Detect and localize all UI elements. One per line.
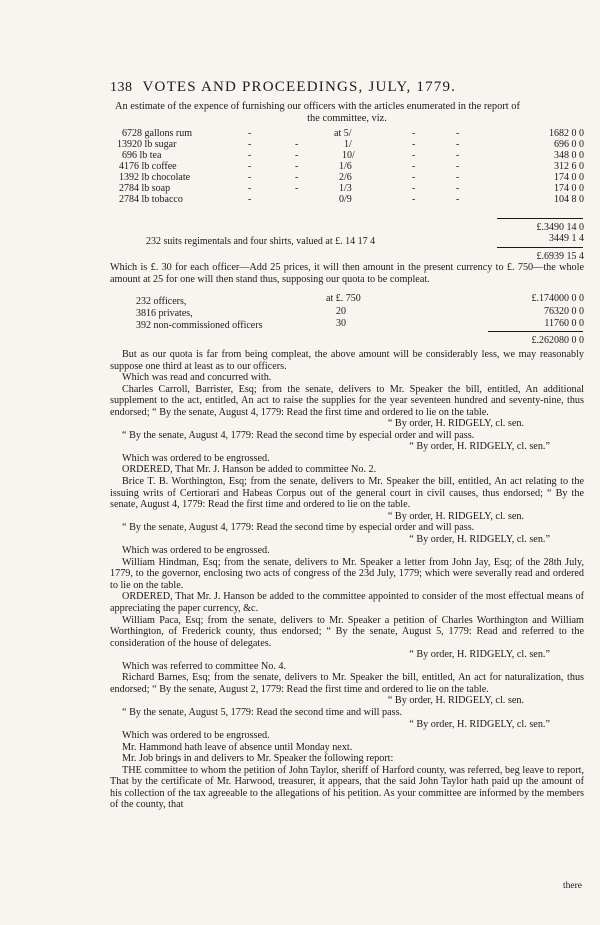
- catchword: there: [563, 881, 582, 891]
- item-amount: 312 6 0: [554, 161, 584, 172]
- dash: -: [456, 183, 460, 194]
- paragraph: “ By the senate, August 5, 1779: Read the second time and will pass.: [122, 706, 403, 718]
- item-qty: 6728 gallons rum: [122, 128, 192, 139]
- paragraph: Mr. Job brings in and delivers to Mr. Speaker the following report:: [122, 753, 394, 765]
- subtotal: £.3490 14 0: [536, 222, 584, 233]
- dash: -: [248, 139, 252, 150]
- item-amount: 104 8 0: [554, 194, 584, 205]
- paragraph: “ By order, H. RIDGELY, cl. sen.: [387, 418, 524, 430]
- paragraph: “ By order, H. RIDGELY, cl. sen.: [387, 695, 524, 707]
- dash: -: [412, 139, 416, 150]
- paragraph: “ By order, H. RIDGELY, cl. sen.”: [409, 533, 550, 545]
- paragraph: William Paca, Esq; from the senate, delivers to Mr. Speaker a petition of Charles Worthington and William Worthington, of Frederick county, thus endorsed; “ By the senate, August 5, 1779: Read and referred to the consideration of the house of delegates.: [110, 614, 584, 649]
- rule: [497, 218, 583, 219]
- dash: -: [295, 161, 299, 172]
- rule: [488, 331, 583, 332]
- item-qty: 13920 lb sugar: [117, 139, 177, 150]
- page-header: [110, 78, 580, 96]
- paragraph: Mr. Hammond hath leave of absence until Monday next.: [122, 741, 353, 753]
- paragraph: “ By the senate, August 4, 1779: Read the second time by especial order and will pass.: [122, 522, 475, 534]
- item-qty: 696 lb tea: [122, 150, 162, 161]
- item-amount: 696 0 0: [554, 139, 584, 150]
- paragraph: THE committee to whom the petition of John Taylor, sheriff of Harford county, was referred, beg leave to report, That by the certificate of Mr. Harwood, treasurer, it appears, that the said John Taylor hath paid up the amount of his collection of the tax agreeable to the allegations of his petition. As your committee are informed by the members of the county, that: [110, 764, 584, 811]
- quota-amount: 11760 0 0: [544, 318, 584, 329]
- quota-amount: 76320 0 0: [544, 306, 584, 317]
- estimate-intro-line: An estimate of the expence of furnishing our officers with the articles enumerated in the report of: [115, 101, 520, 112]
- dash: -: [248, 150, 252, 161]
- item-rate: 1/: [344, 139, 352, 150]
- paragraph: “ By order, H. RIDGELY, cl. sen.”: [409, 649, 550, 661]
- dash: -: [412, 194, 416, 205]
- dash: -: [248, 161, 252, 172]
- item-amount: 174 0 0: [554, 172, 584, 183]
- running-title: VOTES AND PROCEEDINGS, JULY, 1779.: [142, 79, 457, 95]
- paragraph: “ By order, H. RIDGELY, cl. sen.”: [409, 441, 550, 453]
- paragraph: Which was referred to committee No. 4.: [122, 660, 287, 672]
- item-qty: 4176 lb coffee: [119, 161, 177, 172]
- item-rate: 1/6: [339, 161, 352, 172]
- proceedings-text: [110, 349, 584, 811]
- paragraph: William Hindman, Esq; from the senate, delivers to Mr. Speaker a letter from John Jay, Esq; of the 28th July, 1779, to the governor, enclosing two acts of congress of the 23d July, 1779; which were severally read and ordered to lie on the table.: [110, 556, 584, 591]
- quota-label: 392 non-commissioned officers: [136, 320, 263, 331]
- total: £.6939 15 4: [536, 251, 584, 262]
- dash: -: [248, 172, 252, 183]
- dash: -: [295, 183, 299, 194]
- dash: -: [295, 172, 299, 183]
- estimate-intro-line-2: the committee, viz.: [307, 113, 387, 124]
- item-qty: 1392 lb chocolate: [119, 172, 191, 183]
- item-rate: 0/9: [339, 194, 352, 205]
- paragraph: “ By the senate, August 4, 1779: Read the second time by especial order and will pass.: [122, 429, 475, 441]
- item-amount: 1682 0 0: [549, 128, 584, 139]
- dash: -: [248, 128, 252, 139]
- item-amount: 348 0 0: [554, 150, 584, 161]
- item-rate: 2/6: [339, 172, 352, 183]
- dash: -: [295, 150, 299, 161]
- page-number: 138: [110, 80, 133, 95]
- quota-label: 3816 privates,: [136, 308, 193, 319]
- quota-rate: 20: [336, 306, 346, 317]
- item-rate: 10/: [342, 150, 355, 161]
- paragraph: Brice T. B. Worthington, Esq; from the senate, delivers to Mr. Speaker the bill, entitled, An act relating to the issuing writs of Certiorari and Habeas Corpus out of the general court in civil causes, thus endorsed; “ By the senate, August 4, 1779: Read the first time and ordered to lie on the table.: [110, 476, 584, 511]
- suits-line: 232 suits regimentals and four shirts, valued at £. 14 17 4: [146, 236, 376, 247]
- paragraph: ORDERED, That Mr. J. Hanson be added to committee No. 2.: [122, 464, 377, 476]
- item-qty: 2784 lb tobacco: [119, 194, 183, 205]
- paragraph: Charles Carroll, Barrister, Esq; from the senate, delivers to Mr. Speaker the bill, entitled, An additional supplement to the act, entitled, An act to raise the supplies for the year seventeen hundred and seventy-nine, thus endorsed; “ By the senate, August 4, 1779: Read the first time and ordered to lie on the table.: [110, 383, 584, 418]
- suits-amount: 3449 1 4: [549, 233, 584, 244]
- quota-label: 232 officers,: [136, 296, 187, 307]
- dash: -: [412, 128, 416, 139]
- rule: [497, 247, 583, 248]
- dash: -: [456, 161, 460, 172]
- dash: -: [412, 172, 416, 183]
- dash: -: [456, 194, 460, 205]
- which-is-paragraph: Which is £. 30 for each officer—Add 25 prices, it will then amount in the present currency to £. 750—the whole amount at 25 for one will then stand thus, supposing our quota to be compleat.: [110, 262, 584, 285]
- paragraph: Which was ordered to be engrossed.: [122, 545, 270, 557]
- dash: -: [295, 139, 299, 150]
- dash: -: [456, 139, 460, 150]
- paragraph: ORDERED, That Mr. J. Hanson be added to the committee appointed to consider of the most effectual means of appreciating the paper currency, &c.: [110, 591, 584, 615]
- dash: -: [456, 150, 460, 161]
- dash: -: [412, 183, 416, 194]
- paragraph: Richard Barnes, Esq; from the senate, delivers to Mr. Speaker the bill, entitled, An act for naturalization, thus endorsed; “ By the senate, August 2, 1779: Read the first time and ordered to lie on the table.: [110, 672, 584, 695]
- dash: -: [248, 194, 252, 205]
- paragraph: Which was ordered to be engrossed.: [122, 452, 270, 464]
- paragraph: Which was ordered to be engrossed.: [122, 730, 270, 742]
- estimate-intro: [110, 101, 584, 125]
- item-qty: 2784 lb soap: [119, 183, 171, 194]
- dash: -: [412, 161, 416, 172]
- paragraph: Which was read and concurred with.: [122, 372, 272, 384]
- paragraph: But as our quota is far from being compleat, the above amount will be considerably less, we may reasonably suppose one third at least as to our officers.: [110, 349, 584, 372]
- dash: -: [248, 183, 252, 194]
- paragraph: “ By order, H. RIDGELY, cl. sen.: [387, 510, 524, 522]
- paragraph: “ By order, H. RIDGELY, cl. sen.”: [409, 718, 550, 730]
- item-amount: 174 0 0: [554, 183, 584, 194]
- item-rate: at 5/: [334, 128, 352, 139]
- quota-rate: at £. 750: [326, 293, 361, 304]
- item-rate: 1/3: [339, 183, 352, 194]
- dash: -: [456, 128, 460, 139]
- dash: -: [456, 172, 460, 183]
- quota-amount: £.174000 0 0: [531, 293, 584, 304]
- quota-rate: 30: [336, 318, 346, 329]
- quota-total: £.262080 0 0: [531, 335, 584, 346]
- dash: -: [412, 150, 416, 161]
